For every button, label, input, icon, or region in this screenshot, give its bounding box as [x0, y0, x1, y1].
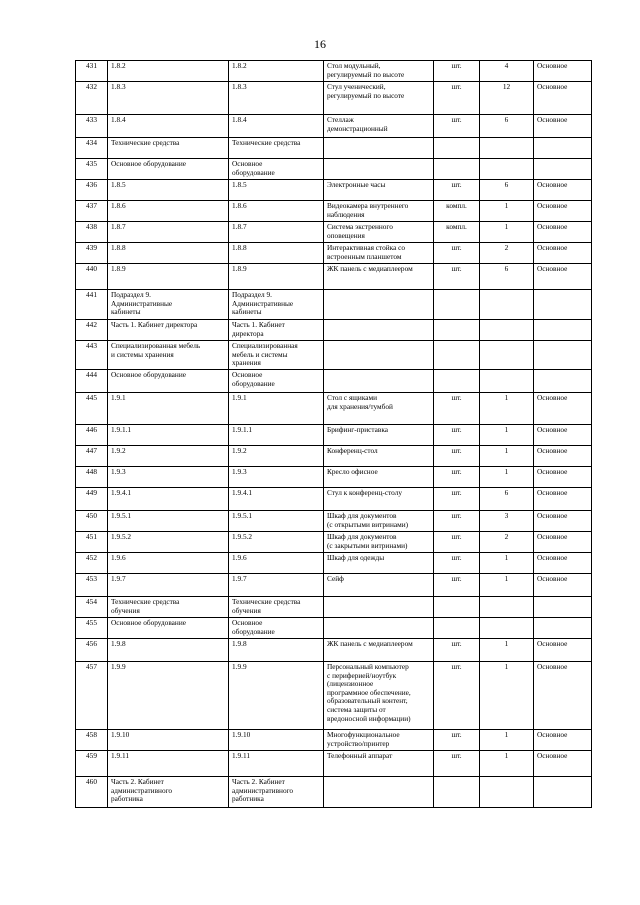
- unit-cell: шт.: [434, 532, 480, 553]
- item-name-cell: Многофункциональное устройство/принтер: [324, 730, 434, 751]
- code-cell-2: Часть 2. Кабинет административного работника: [229, 777, 324, 808]
- code-cell: 1.9.6: [108, 553, 229, 574]
- row-number-cell: 452: [76, 553, 108, 574]
- unit-cell: [434, 341, 480, 370]
- equipment-type-cell: Основное: [534, 751, 592, 777]
- code-cell-2: 1.8.3: [229, 82, 324, 115]
- table-row: [76, 393, 592, 425]
- unit-cell: шт.: [434, 115, 480, 138]
- unit-cell: шт.: [434, 751, 480, 777]
- row-number-cell: 432: [76, 82, 108, 115]
- code-cell: Технические средства: [108, 138, 229, 159]
- quantity-cell: 12: [480, 82, 534, 115]
- table-row: [76, 446, 592, 467]
- quantity-cell: [480, 370, 534, 393]
- code-cell: 1.8.4: [108, 115, 229, 138]
- item-name-cell: [324, 597, 434, 618]
- row-number-cell: 431: [76, 61, 108, 82]
- table-row: [76, 662, 592, 730]
- row-number-cell: 444: [76, 370, 108, 393]
- quantity-cell: [480, 597, 534, 618]
- equipment-type-cell: Основное: [534, 511, 592, 532]
- quantity-cell: 1: [480, 639, 534, 662]
- quantity-cell: 1: [480, 574, 534, 597]
- unit-cell: [434, 777, 480, 808]
- unit-cell: шт.: [434, 82, 480, 115]
- code-cell-2: Часть 1. Кабинет директора: [229, 320, 324, 341]
- unit-cell: компл.: [434, 222, 480, 243]
- table-row: [76, 264, 592, 290]
- table-row: [76, 290, 592, 320]
- quantity-cell: 1: [480, 662, 534, 730]
- code-cell-2: 1.9.4.1: [229, 488, 324, 511]
- code-cell: 1.9.5.2: [108, 532, 229, 553]
- unit-cell: [434, 370, 480, 393]
- row-number-cell: 455: [76, 618, 108, 639]
- item-name-cell: Шкаф для документов (с открытыми витринами): [324, 511, 434, 532]
- table-row: [76, 180, 592, 201]
- quantity-cell: [480, 618, 534, 639]
- table-row: [76, 341, 592, 370]
- equipment-type-cell: Основное: [534, 532, 592, 553]
- code-cell-2: Основное оборудование: [229, 159, 324, 180]
- code-cell-2: 1.9.2: [229, 446, 324, 467]
- code-cell: Основное оборудование: [108, 618, 229, 639]
- quantity-cell: 4: [480, 61, 534, 82]
- code-cell-2: 1.9.9: [229, 662, 324, 730]
- code-cell: 1.8.9: [108, 264, 229, 290]
- equipment-type-cell: [534, 290, 592, 320]
- table-row: [76, 511, 592, 532]
- item-name-cell: Брифинг-приставка: [324, 425, 434, 446]
- quantity-cell: 1: [480, 446, 534, 467]
- code-cell: 1.8.3: [108, 82, 229, 115]
- code-cell: 1.9.1.1: [108, 425, 229, 446]
- row-number-cell: 453: [76, 574, 108, 597]
- code-cell-2: 1.8.7: [229, 222, 324, 243]
- quantity-cell: [480, 159, 534, 180]
- row-number-cell: 454: [76, 597, 108, 618]
- item-name-cell: Стол с ящиками для хранения/тумбой: [324, 393, 434, 425]
- equipment-type-cell: Основное: [534, 446, 592, 467]
- equipment-type-cell: Основное: [534, 488, 592, 511]
- unit-cell: шт.: [434, 553, 480, 574]
- equipment-type-cell: Основное: [534, 180, 592, 201]
- equipment-type-cell: Основное: [534, 467, 592, 488]
- equipment-type-cell: [534, 159, 592, 180]
- item-name-cell: Шкаф для одежды: [324, 553, 434, 574]
- row-number-cell: 447: [76, 446, 108, 467]
- item-name-cell: [324, 159, 434, 180]
- table-row: [76, 201, 592, 222]
- table-row: [76, 777, 592, 808]
- unit-cell: шт.: [434, 467, 480, 488]
- table-row: [76, 320, 592, 341]
- row-number-cell: 456: [76, 639, 108, 662]
- code-cell: 1.8.2: [108, 61, 229, 82]
- row-number-cell: 459: [76, 751, 108, 777]
- item-name-cell: Сейф: [324, 574, 434, 597]
- equipment-type-cell: Основное: [534, 82, 592, 115]
- quantity-cell: [480, 341, 534, 370]
- code-cell: Специализированная мебель и системы хранения: [108, 341, 229, 370]
- code-cell: Часть 1. Кабинет директора: [108, 320, 229, 341]
- table-row: [76, 618, 592, 639]
- table-row: [76, 639, 592, 662]
- table-row: [76, 115, 592, 138]
- unit-cell: шт.: [434, 243, 480, 264]
- quantity-cell: 1: [480, 467, 534, 488]
- equipment-type-cell: Основное: [534, 264, 592, 290]
- equipment-type-cell: Основное: [534, 730, 592, 751]
- quantity-cell: 1: [480, 393, 534, 425]
- unit-cell: [434, 618, 480, 639]
- unit-cell: [434, 597, 480, 618]
- table-row: [76, 488, 592, 511]
- code-cell-2: 1.8.2: [229, 61, 324, 82]
- row-number-cell: 448: [76, 467, 108, 488]
- row-number-cell: 445: [76, 393, 108, 425]
- code-cell: Основное оборудование: [108, 370, 229, 393]
- quantity-cell: 1: [480, 425, 534, 446]
- item-name-cell: Система экстренного оповещения: [324, 222, 434, 243]
- code-cell: 1.8.5: [108, 180, 229, 201]
- equipment-type-cell: [534, 370, 592, 393]
- table-row: [76, 138, 592, 159]
- unit-cell: шт.: [434, 446, 480, 467]
- unit-cell: [434, 290, 480, 320]
- row-number-cell: 450: [76, 511, 108, 532]
- item-name-cell: [324, 370, 434, 393]
- code-cell: Часть 2. Кабинет административного работника: [108, 777, 229, 808]
- quantity-cell: 2: [480, 532, 534, 553]
- row-number-cell: 449: [76, 488, 108, 511]
- code-cell-2: Технические средства: [229, 138, 324, 159]
- quantity-cell: 6: [480, 264, 534, 290]
- code-cell-2: Специализированная мебель и системы хранения: [229, 341, 324, 370]
- table-row: [76, 61, 592, 82]
- item-name-cell: Стул ученический, регулируемый по высоте: [324, 82, 434, 115]
- item-name-cell: [324, 320, 434, 341]
- equipment-type-cell: Основное: [534, 393, 592, 425]
- equipment-type-cell: Основное: [534, 425, 592, 446]
- table-row: [76, 751, 592, 777]
- table-row: [76, 159, 592, 180]
- equipment-type-cell: [534, 777, 592, 808]
- item-name-cell: Стол модульный, регулируемый по высоте: [324, 61, 434, 82]
- item-name-cell: Стеллаж демонстрационный: [324, 115, 434, 138]
- code-cell-2: 1.8.5: [229, 180, 324, 201]
- equipment-type-cell: [534, 597, 592, 618]
- quantity-cell: 3: [480, 511, 534, 532]
- equipment-type-cell: Основное: [534, 201, 592, 222]
- code-cell: Основное оборудование: [108, 159, 229, 180]
- table-row: [76, 730, 592, 751]
- item-name-cell: [324, 341, 434, 370]
- quantity-cell: 1: [480, 730, 534, 751]
- item-name-cell: Телефонный аппарат: [324, 751, 434, 777]
- row-number-cell: 434: [76, 138, 108, 159]
- unit-cell: шт.: [434, 180, 480, 201]
- unit-cell: шт.: [434, 639, 480, 662]
- code-cell: 1.9.3: [108, 467, 229, 488]
- item-name-cell: Видеокамера внутреннего наблюдения: [324, 201, 434, 222]
- quantity-cell: 1: [480, 201, 534, 222]
- item-name-cell: [324, 777, 434, 808]
- equipment-type-cell: Основное: [534, 243, 592, 264]
- row-number-cell: 436: [76, 180, 108, 201]
- equipment-type-cell: Основное: [534, 61, 592, 82]
- row-number-cell: 441: [76, 290, 108, 320]
- unit-cell: шт.: [434, 393, 480, 425]
- page-number: 16: [314, 37, 326, 51]
- item-name-cell: Шкаф для документов (с закрытыми витринами): [324, 532, 434, 553]
- quantity-cell: 1: [480, 222, 534, 243]
- quantity-cell: 6: [480, 488, 534, 511]
- code-cell-2: 1.8.4: [229, 115, 324, 138]
- equipment-type-cell: Основное: [534, 115, 592, 138]
- unit-cell: [434, 320, 480, 341]
- equipment-type-cell: [534, 341, 592, 370]
- unit-cell: шт.: [434, 61, 480, 82]
- code-cell-2: 1.9.5.1: [229, 511, 324, 532]
- quantity-cell: 2: [480, 243, 534, 264]
- unit-cell: шт.: [434, 511, 480, 532]
- row-number-cell: 435: [76, 159, 108, 180]
- code-cell: Технические средства обучения: [108, 597, 229, 618]
- code-cell: 1.9.9: [108, 662, 229, 730]
- equipment-type-cell: [534, 618, 592, 639]
- code-cell-2: Технические средства обучения: [229, 597, 324, 618]
- code-cell-2: Основное оборудование: [229, 618, 324, 639]
- code-cell: 1.8.7: [108, 222, 229, 243]
- table-row: [76, 574, 592, 597]
- unit-cell: шт.: [434, 425, 480, 446]
- quantity-cell: 1: [480, 553, 534, 574]
- table-row: [76, 467, 592, 488]
- code-cell-2: 1.9.7: [229, 574, 324, 597]
- unit-cell: шт.: [434, 264, 480, 290]
- row-number-cell: 457: [76, 662, 108, 730]
- item-name-cell: [324, 138, 434, 159]
- table-row: [76, 553, 592, 574]
- code-cell-2: Подраздел 9. Административные кабинеты: [229, 290, 324, 320]
- row-number-cell: 460: [76, 777, 108, 808]
- table-row: [76, 370, 592, 393]
- table-row: [76, 425, 592, 446]
- table-row: [76, 597, 592, 618]
- quantity-cell: [480, 138, 534, 159]
- code-cell: 1.8.8: [108, 243, 229, 264]
- code-cell: 1.9.1: [108, 393, 229, 425]
- item-name-cell: Электронные часы: [324, 180, 434, 201]
- unit-cell: [434, 159, 480, 180]
- table-row: [76, 82, 592, 115]
- quantity-cell: [480, 320, 534, 341]
- row-number-cell: 437: [76, 201, 108, 222]
- equipment-type-cell: Основное: [534, 574, 592, 597]
- row-number-cell: 438: [76, 222, 108, 243]
- table-row: [76, 243, 592, 264]
- equipment-type-cell: Основное: [534, 639, 592, 662]
- code-cell-2: 1.9.6: [229, 553, 324, 574]
- unit-cell: шт.: [434, 488, 480, 511]
- row-number-cell: 442: [76, 320, 108, 341]
- code-cell-2: 1.9.1: [229, 393, 324, 425]
- quantity-cell: 1: [480, 751, 534, 777]
- row-number-cell: 451: [76, 532, 108, 553]
- code-cell: 1.9.8: [108, 639, 229, 662]
- code-cell: 1.9.5.1: [108, 511, 229, 532]
- unit-cell: шт.: [434, 574, 480, 597]
- equipment-table: [75, 60, 592, 808]
- code-cell-2: 1.9.1.1: [229, 425, 324, 446]
- item-name-cell: ЖК панель с медиаплеером: [324, 264, 434, 290]
- quantity-cell: 6: [480, 180, 534, 201]
- equipment-type-cell: [534, 138, 592, 159]
- code-cell-2: 1.9.8: [229, 639, 324, 662]
- unit-cell: компл.: [434, 201, 480, 222]
- code-cell: 1.8.6: [108, 201, 229, 222]
- item-name-cell: [324, 618, 434, 639]
- row-number-cell: 446: [76, 425, 108, 446]
- table-row: [76, 222, 592, 243]
- row-number-cell: 458: [76, 730, 108, 751]
- quantity-cell: 6: [480, 115, 534, 138]
- code-cell-2: 1.9.5.2: [229, 532, 324, 553]
- code-cell: 1.9.4.1: [108, 488, 229, 511]
- row-number-cell: 443: [76, 341, 108, 370]
- row-number-cell: 440: [76, 264, 108, 290]
- code-cell: 1.9.10: [108, 730, 229, 751]
- unit-cell: шт.: [434, 662, 480, 730]
- item-name-cell: Персональный компьютер с периферией/ноутбук (лицензионное программное обеспечение, образовательный контент, система защиты от вредоносной информации): [324, 662, 434, 730]
- row-number-cell: 433: [76, 115, 108, 138]
- item-name-cell: Кресло офисное: [324, 467, 434, 488]
- equipment-type-cell: Основное: [534, 222, 592, 243]
- row-number-cell: 439: [76, 243, 108, 264]
- code-cell: 1.9.7: [108, 574, 229, 597]
- code-cell-2: 1.8.8: [229, 243, 324, 264]
- code-cell-2: 1.8.6: [229, 201, 324, 222]
- item-name-cell: [324, 290, 434, 320]
- unit-cell: [434, 138, 480, 159]
- code-cell-2: 1.8.9: [229, 264, 324, 290]
- equipment-type-cell: Основное: [534, 553, 592, 574]
- code-cell-2: 1.9.3: [229, 467, 324, 488]
- equipment-type-cell: [534, 320, 592, 341]
- table-row: [76, 532, 592, 553]
- item-name-cell: Стул к конференц-столу: [324, 488, 434, 511]
- code-cell: Подраздел 9. Административные кабинеты: [108, 290, 229, 320]
- equipment-type-cell: Основное: [534, 662, 592, 730]
- unit-cell: шт.: [434, 730, 480, 751]
- code-cell-2: 1.9.10: [229, 730, 324, 751]
- item-name-cell: ЖК панель с медиаплеером: [324, 639, 434, 662]
- code-cell-2: Основное оборудование: [229, 370, 324, 393]
- quantity-cell: [480, 290, 534, 320]
- item-name-cell: Интерактивная стойка со встроенным планшетом: [324, 243, 434, 264]
- quantity-cell: [480, 777, 534, 808]
- item-name-cell: Конференц-стол: [324, 446, 434, 467]
- code-cell: 1.9.11: [108, 751, 229, 777]
- code-cell: 1.9.2: [108, 446, 229, 467]
- code-cell-2: 1.9.11: [229, 751, 324, 777]
